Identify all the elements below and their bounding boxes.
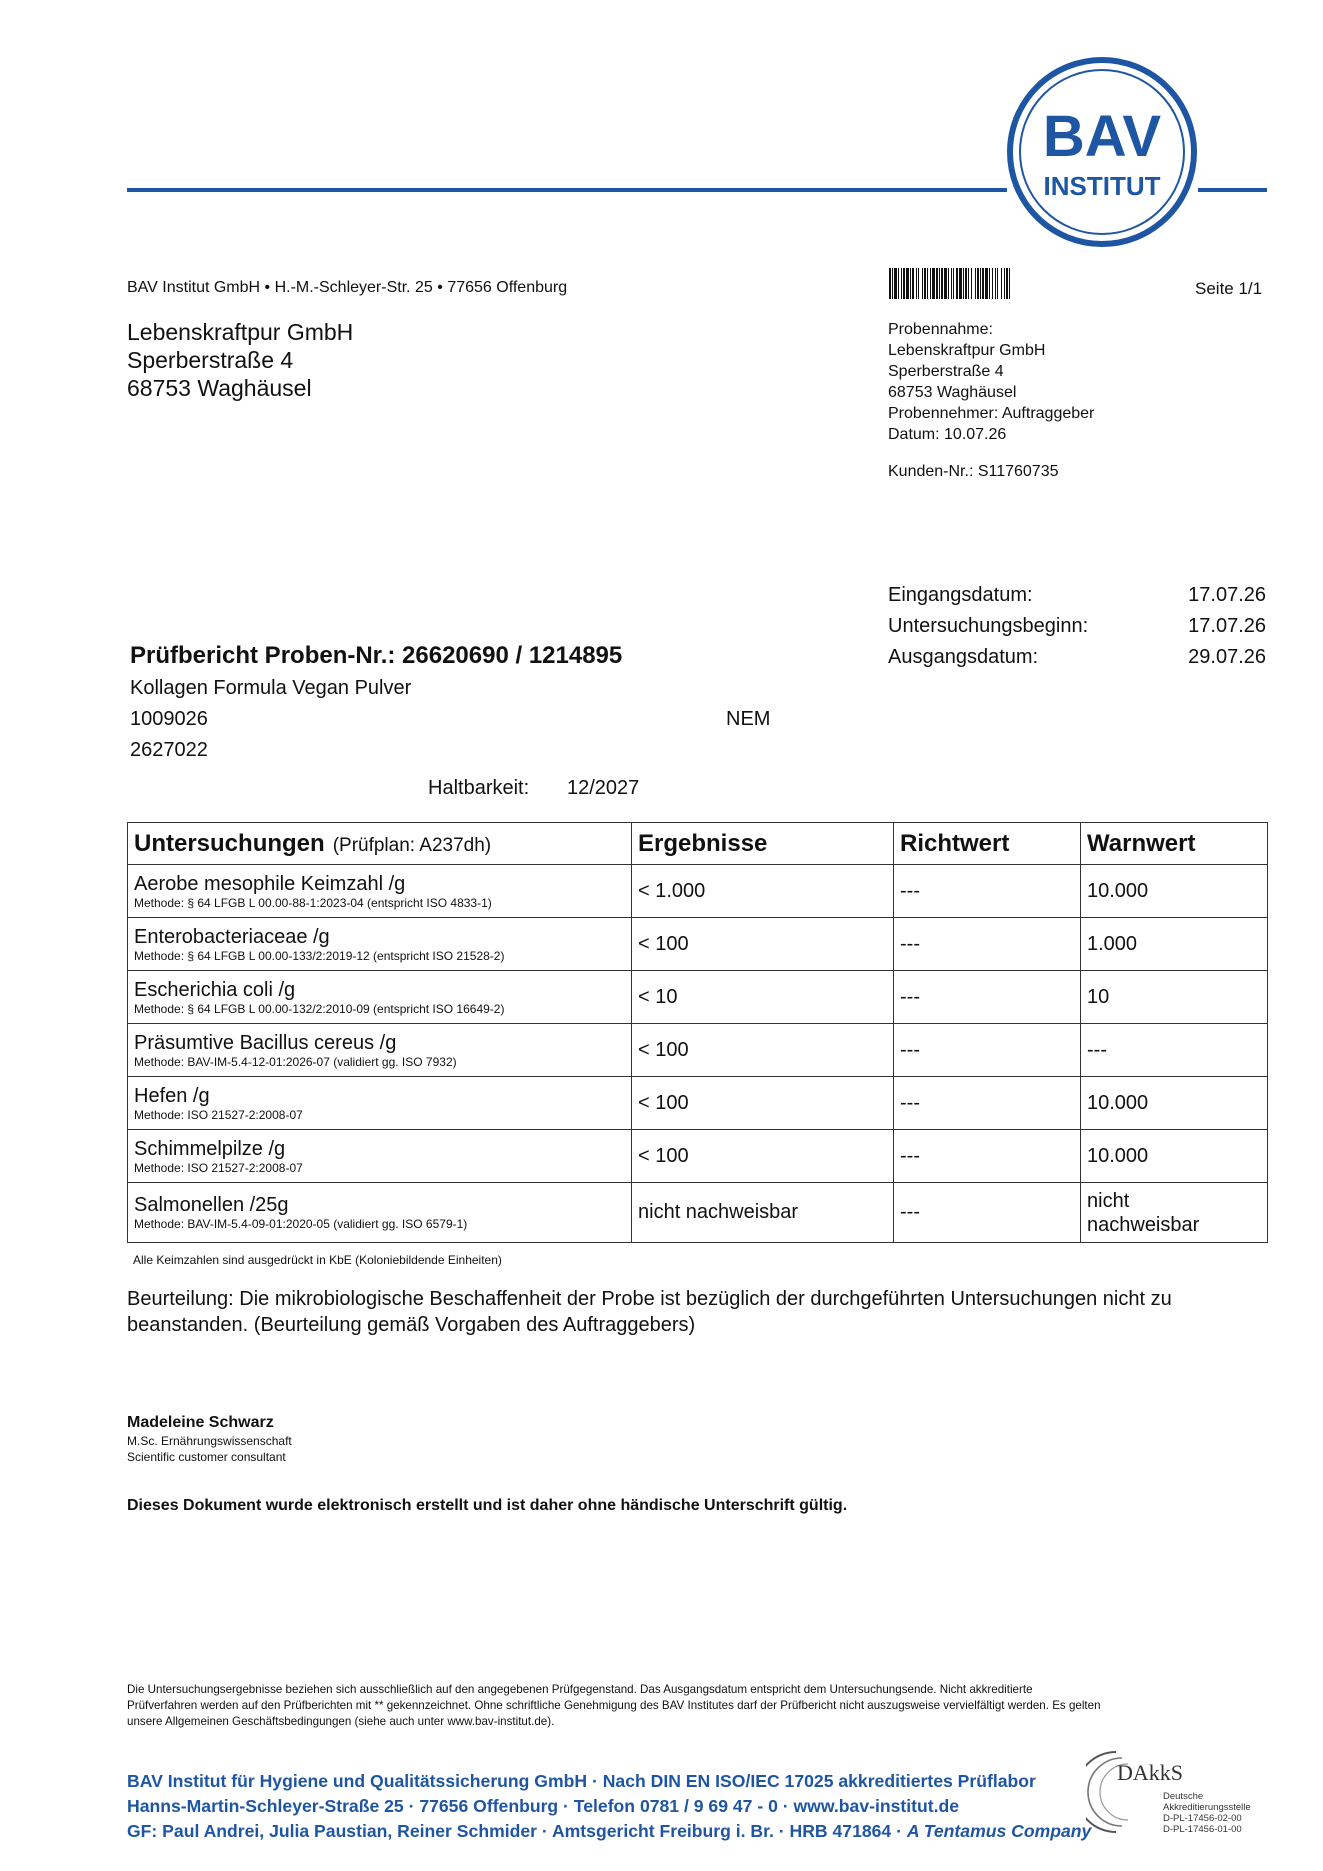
warn-line: nicht [1087,1189,1130,1212]
table-row [128,918,1268,971]
result-cell: < 100 [632,1024,894,1077]
test-method: Methode: BAV-IM-5.4-12-01:2026-07 (validiert gg. ISO 7932) [134,1054,457,1069]
company-register: GF: Paul Andrei, Julia Paustian, Reiner Schmider · Amtsgericht Freiburg i. Br. · HRB 471864 · [127,1821,902,1841]
sender-line: BAV Institut GmbH • H.-M.-Schleyer-Str. 25 • 77656 Offenburg [127,279,568,296]
test-name: Hefen /g [134,1084,210,1107]
test-name: Präsumtive Bacillus cereus /g [134,1031,397,1054]
test-cell [128,1183,632,1243]
test-cell [128,1077,632,1130]
dakks-line: Deutsche [1163,1791,1204,1802]
header-warn: Warnwert [1081,823,1268,865]
logo-bottom-text: INSTITUT [1043,171,1161,201]
warn-line: nachweisbar [1087,1213,1200,1236]
recipient-line: Lebenskraftpur GmbH [127,319,354,345]
test-method: Methode: BAV-IM-5.4-09-01:2020-05 (validiert gg. ISO 6579-1) [134,1217,468,1231]
test-method: Methode: ISO 21527-2:2008-07 [134,1107,303,1122]
test-name: Schimmelpilze /g [134,1137,286,1160]
table-row [128,1024,1268,1077]
result-cell: < 1.000 [632,865,894,918]
article-number: 1009026 [130,708,208,730]
report-title: Prüfbericht Proben-Nr.: 26620690 / 1214895 [130,642,623,669]
date-label: Ausgangsdatum: [888,646,1039,668]
dakks-line: Akkreditierungsstelle [1163,1802,1251,1813]
test-name: Escherichia coli /g [134,978,296,1001]
sampling-info [888,319,1094,445]
shelf-life-value: 12/2027 [567,777,640,799]
header-test-label: Untersuchungen [134,829,325,857]
date-label: Eingangsdatum: [888,584,1033,606]
tentamus-brand: A Tentamus Company [906,1821,1092,1841]
header-rule-left [127,188,1007,192]
signer-name: Madeleine Schwarz [127,1414,274,1431]
sampling-line: Datum: 10.07.26 [888,426,1007,443]
dakks-details [1163,1791,1251,1835]
warn-cell: 10.000 [1081,865,1268,918]
date-value: 29.07.26 [1188,646,1266,668]
test-name: Enterobacteriaceae /g [134,925,330,948]
test-method: Methode: § 64 LFGB L 00.00-88-1:2023-04 (entspricht ISO 4833-1) [134,895,492,910]
table-row [128,865,1268,918]
result-cell: nicht nachweisbar [632,1183,894,1243]
assessment-text: Beurteilung: Die mikrobiologische Beschaffenheit der Probe ist bezüglich der durchgeführten Untersuchungen nicht zu beanstanden. (Beurteilung gemäß Vorgaben des Auftraggebers) [127,1288,1172,1336]
customer-number: Kunden-Nr.: S11760735 [888,463,1059,480]
guide-cell: --- [894,1077,1081,1130]
barcode [889,268,1111,299]
date-row-received [888,580,1266,611]
batch-number: 2627022 [130,739,208,761]
warn-cell: --- [1081,1024,1268,1077]
recipient-line: 68753 Waghäusel [127,375,312,401]
table-row [128,1183,1268,1243]
company-line: Hanns-Martin-Schleyer-Straße 25 · 77656 Offenburg · Telefon 0781 / 9 69 47 - 0 · www.bav-institut.de [127,1796,960,1816]
bav-institut-logo [1006,56,1198,248]
guide-cell: --- [894,865,1081,918]
company-line [127,1819,1091,1844]
warn-cell: 10 [1081,971,1268,1024]
test-cell [128,1130,632,1183]
recipient-address [127,318,353,402]
sampling-line: Probennahme: [888,321,993,338]
product-name: Kollagen Formula Vegan Pulver [130,677,412,699]
result-cell: < 100 [632,1077,894,1130]
guide-cell: --- [894,1024,1081,1077]
result-cell: < 100 [632,1130,894,1183]
result-cell: < 100 [632,918,894,971]
warn-cell: 10.000 [1081,1130,1268,1183]
table-row [128,1130,1268,1183]
table-footnote: Alle Keimzahlen sind ausgedrückt in KbE (Koloniebildende Einheiten) [133,1253,502,1267]
sampling-line: Probennehmer: Auftraggeber [888,405,1095,422]
test-name: Aerobe mesophile Keimzahl /g [134,872,406,895]
sampling-line: 68753 Waghäusel [888,384,1017,401]
dakks-line: D-PL-17456-01-00 [1163,1824,1242,1835]
date-row-start [888,611,1266,642]
header-guide: Richtwert [894,823,1081,865]
result-cell: < 10 [632,971,894,1024]
dates-block [888,580,1266,673]
date-label: Untersuchungsbeginn: [888,615,1089,637]
warn-cell: 10.000 [1081,1077,1268,1130]
date-value: 17.07.26 [1188,615,1266,637]
company-footer [127,1769,1091,1844]
legal-line: unsere Allgemeinen Geschäftsbedingungen (siehe auch unter www.bav-institut.de). [127,1715,555,1728]
legal-line: Prüfverfahren werden auf den Prüfberichten mit ** gekennzeichnet. Ohne schriftliche Genehmigung des BAV Institutes darf der Prüfbericht nicht auszugsweise vervielfältigt werden. Es gelten [127,1699,1101,1712]
header-plan: (Prüfplan: A237dh) [332,834,492,856]
test-cell [128,1024,632,1077]
sampling-line: Lebenskraftpur GmbH [888,342,1046,359]
legal-notice [127,1682,1277,1730]
date-value: 17.07.26 [1188,584,1266,606]
product-category: NEM [726,708,771,730]
table-header-row [128,823,1268,865]
header-result: Ergebnisse [632,823,894,865]
header-test [128,823,632,865]
dakks-line: D-PL-17456-02-00 [1163,1813,1242,1824]
test-name: Salmonellen /25g [134,1194,289,1216]
page-number: Seite 1/1 [1195,279,1263,298]
date-row-issued [888,642,1266,673]
header-rule-right [1198,188,1267,192]
guide-cell: --- [894,918,1081,971]
guide-cell: --- [894,1130,1081,1183]
results-table [127,822,1268,1243]
electronic-document-note: Dieses Dokument wurde elektronisch erstellt und ist daher ohne händische Unterschrift gültig. [127,1497,848,1514]
guide-cell: --- [894,1183,1081,1243]
test-cell [128,971,632,1024]
shelf-life-label: Haltbarkeit: [428,777,530,799]
recipient-line: Sperberstraße 4 [127,347,294,373]
dakks-wordmark: DAkkS [1117,1760,1184,1785]
company-line: BAV Institut für Hygiene und Qualitätssicherung GmbH · Nach DIN EN ISO/IEC 17025 akkreditiertes Prüflabor [127,1771,1036,1791]
legal-line: Die Untersuchungsergebnisse beziehen sich ausschließlich auf den angegebenen Prüfgegenstand. Das Ausgangsdatum entspricht dem Untersuchungsende. Nicht akkreditierte [127,1683,1033,1696]
test-cell [128,865,632,918]
warn-cell [1081,1183,1268,1243]
test-method: Methode: § 64 LFGB L 00.00-133/2:2019-12 (entspricht ISO 21528-2) [134,948,505,963]
test-method: Methode: § 64 LFGB L 00.00-132/2:2010-09 (entspricht ISO 16649-2) [134,1001,505,1016]
signer-degree: M.Sc. Ernährungswissenschaft [127,1434,292,1448]
guide-cell: --- [894,971,1081,1024]
sampling-line: Sperberstraße 4 [888,363,1004,380]
warn-cell: 1.000 [1081,918,1268,971]
test-method: Methode: ISO 21527-2:2008-07 [134,1160,303,1175]
table-row [128,1077,1268,1130]
table-row [128,971,1268,1024]
test-cell [128,918,632,971]
signer-role: Scientific customer consultant [127,1450,286,1464]
logo-top-text: BAV [1042,104,1162,169]
